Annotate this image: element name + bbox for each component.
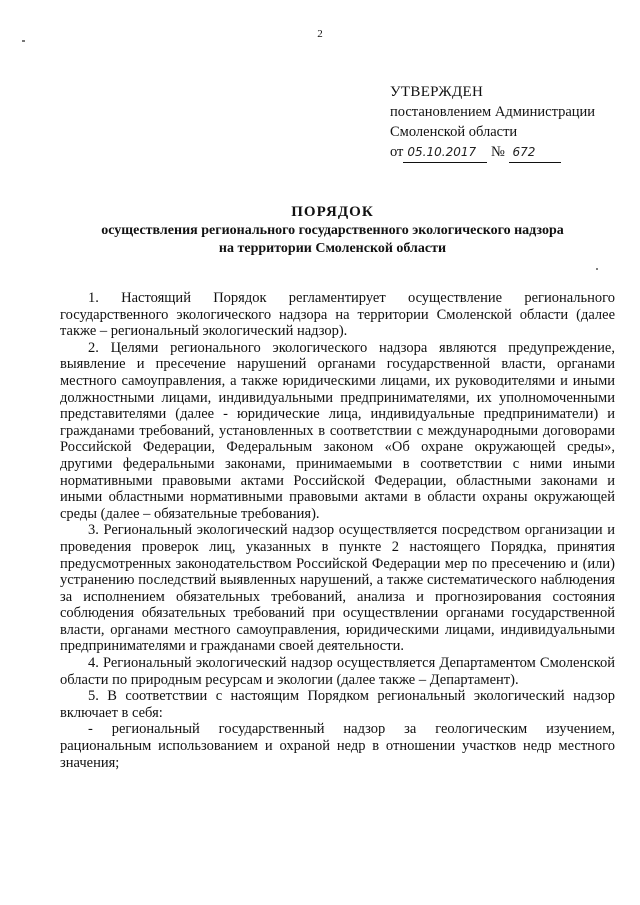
date-field bbox=[403, 142, 487, 163]
scan-dot bbox=[596, 268, 598, 270]
page-number: 2 bbox=[317, 28, 323, 40]
paragraph-5: 5. В соответствии с настоящим Порядком региональный экологический надзор включает в себя: bbox=[60, 688, 615, 721]
title-sub-1: осуществления регионального государственного экологического надзора bbox=[101, 223, 564, 238]
paragraph-4: 4. Региональный экологический надзор осуществляется Департаментом Смоленской области по природным ресурсам и экологии (далее также – Департамент). bbox=[60, 655, 615, 688]
approval-line-1: постановлением Администрации bbox=[390, 104, 596, 120]
approval-block bbox=[390, 82, 595, 163]
handwritten-date: 05.10.2017 bbox=[407, 145, 477, 159]
approval-line-2: Смоленской области bbox=[390, 124, 518, 140]
paragraph-2: 2. Целями регионального экологического надзора являются предупреждение, выявление и пресечение нарушений органами государственной власти, органами местного самоуправления, а также юридическими лицами, их руководителями и иными должностными лицами, индивидуальными предпринимателями, их уполномоченными представителями (далее - юридические лица, индивидуальные предприниматели) и гражданами требований, установленных в соответствии с международными договорами Российской Федерации, Федеральным законом «Об охране окружающей среды», другими федеральными законами, принимаемыми в соответствии с ними иными нормативными правовыми актами Российской Федерации, областными законами и иными областными нормативными правовыми актами в области охраны окружающей среды (далее – обязательные требования). bbox=[60, 339, 615, 522]
title-sub-2: на территории Смоленской области bbox=[218, 241, 447, 256]
number-sign: № bbox=[491, 144, 505, 160]
date-prefix: от bbox=[390, 144, 404, 160]
title-main: ПОРЯДОК bbox=[291, 204, 374, 220]
document-body bbox=[60, 290, 615, 771]
approval-heading: УТВЕРЖДЕН bbox=[390, 84, 484, 100]
paragraph-3: 3. Региональный экологический надзор осуществляется посредством организации и проведения проверок лиц, указанных в пункте 2 настоящего Порядка, принятия предусмотренных законодательством Российской Федерации мер по пресечению и (или) устранению последствий выявленных нарушений, а также систематического наблюдения за исполнением обязательных требований, анализа и прогнозирования состояния соблюдения обязательных требований при осуществлении органами государственной власти, органами местного самоуправления, юридическими лицами, индивидуальными предпринимателями и гражданами своей деятельности. bbox=[60, 522, 615, 655]
number-field bbox=[509, 142, 561, 163]
document-title bbox=[60, 202, 605, 258]
approval-date-line bbox=[390, 142, 595, 163]
paragraph-1: 1. Настоящий Порядок регламентирует осуществление регионального государственного экологического надзора на территории Смоленской области (далее также – региональный экологический надзор). bbox=[60, 290, 615, 340]
paragraph-5-item-1: - региональный государственный надзор за геологическим изучением, рациональным использованием и охраной недр в отношении участков недр местного значения; bbox=[60, 721, 615, 771]
handwritten-number: 672 bbox=[512, 145, 536, 159]
scan-mark bbox=[22, 40, 25, 42]
